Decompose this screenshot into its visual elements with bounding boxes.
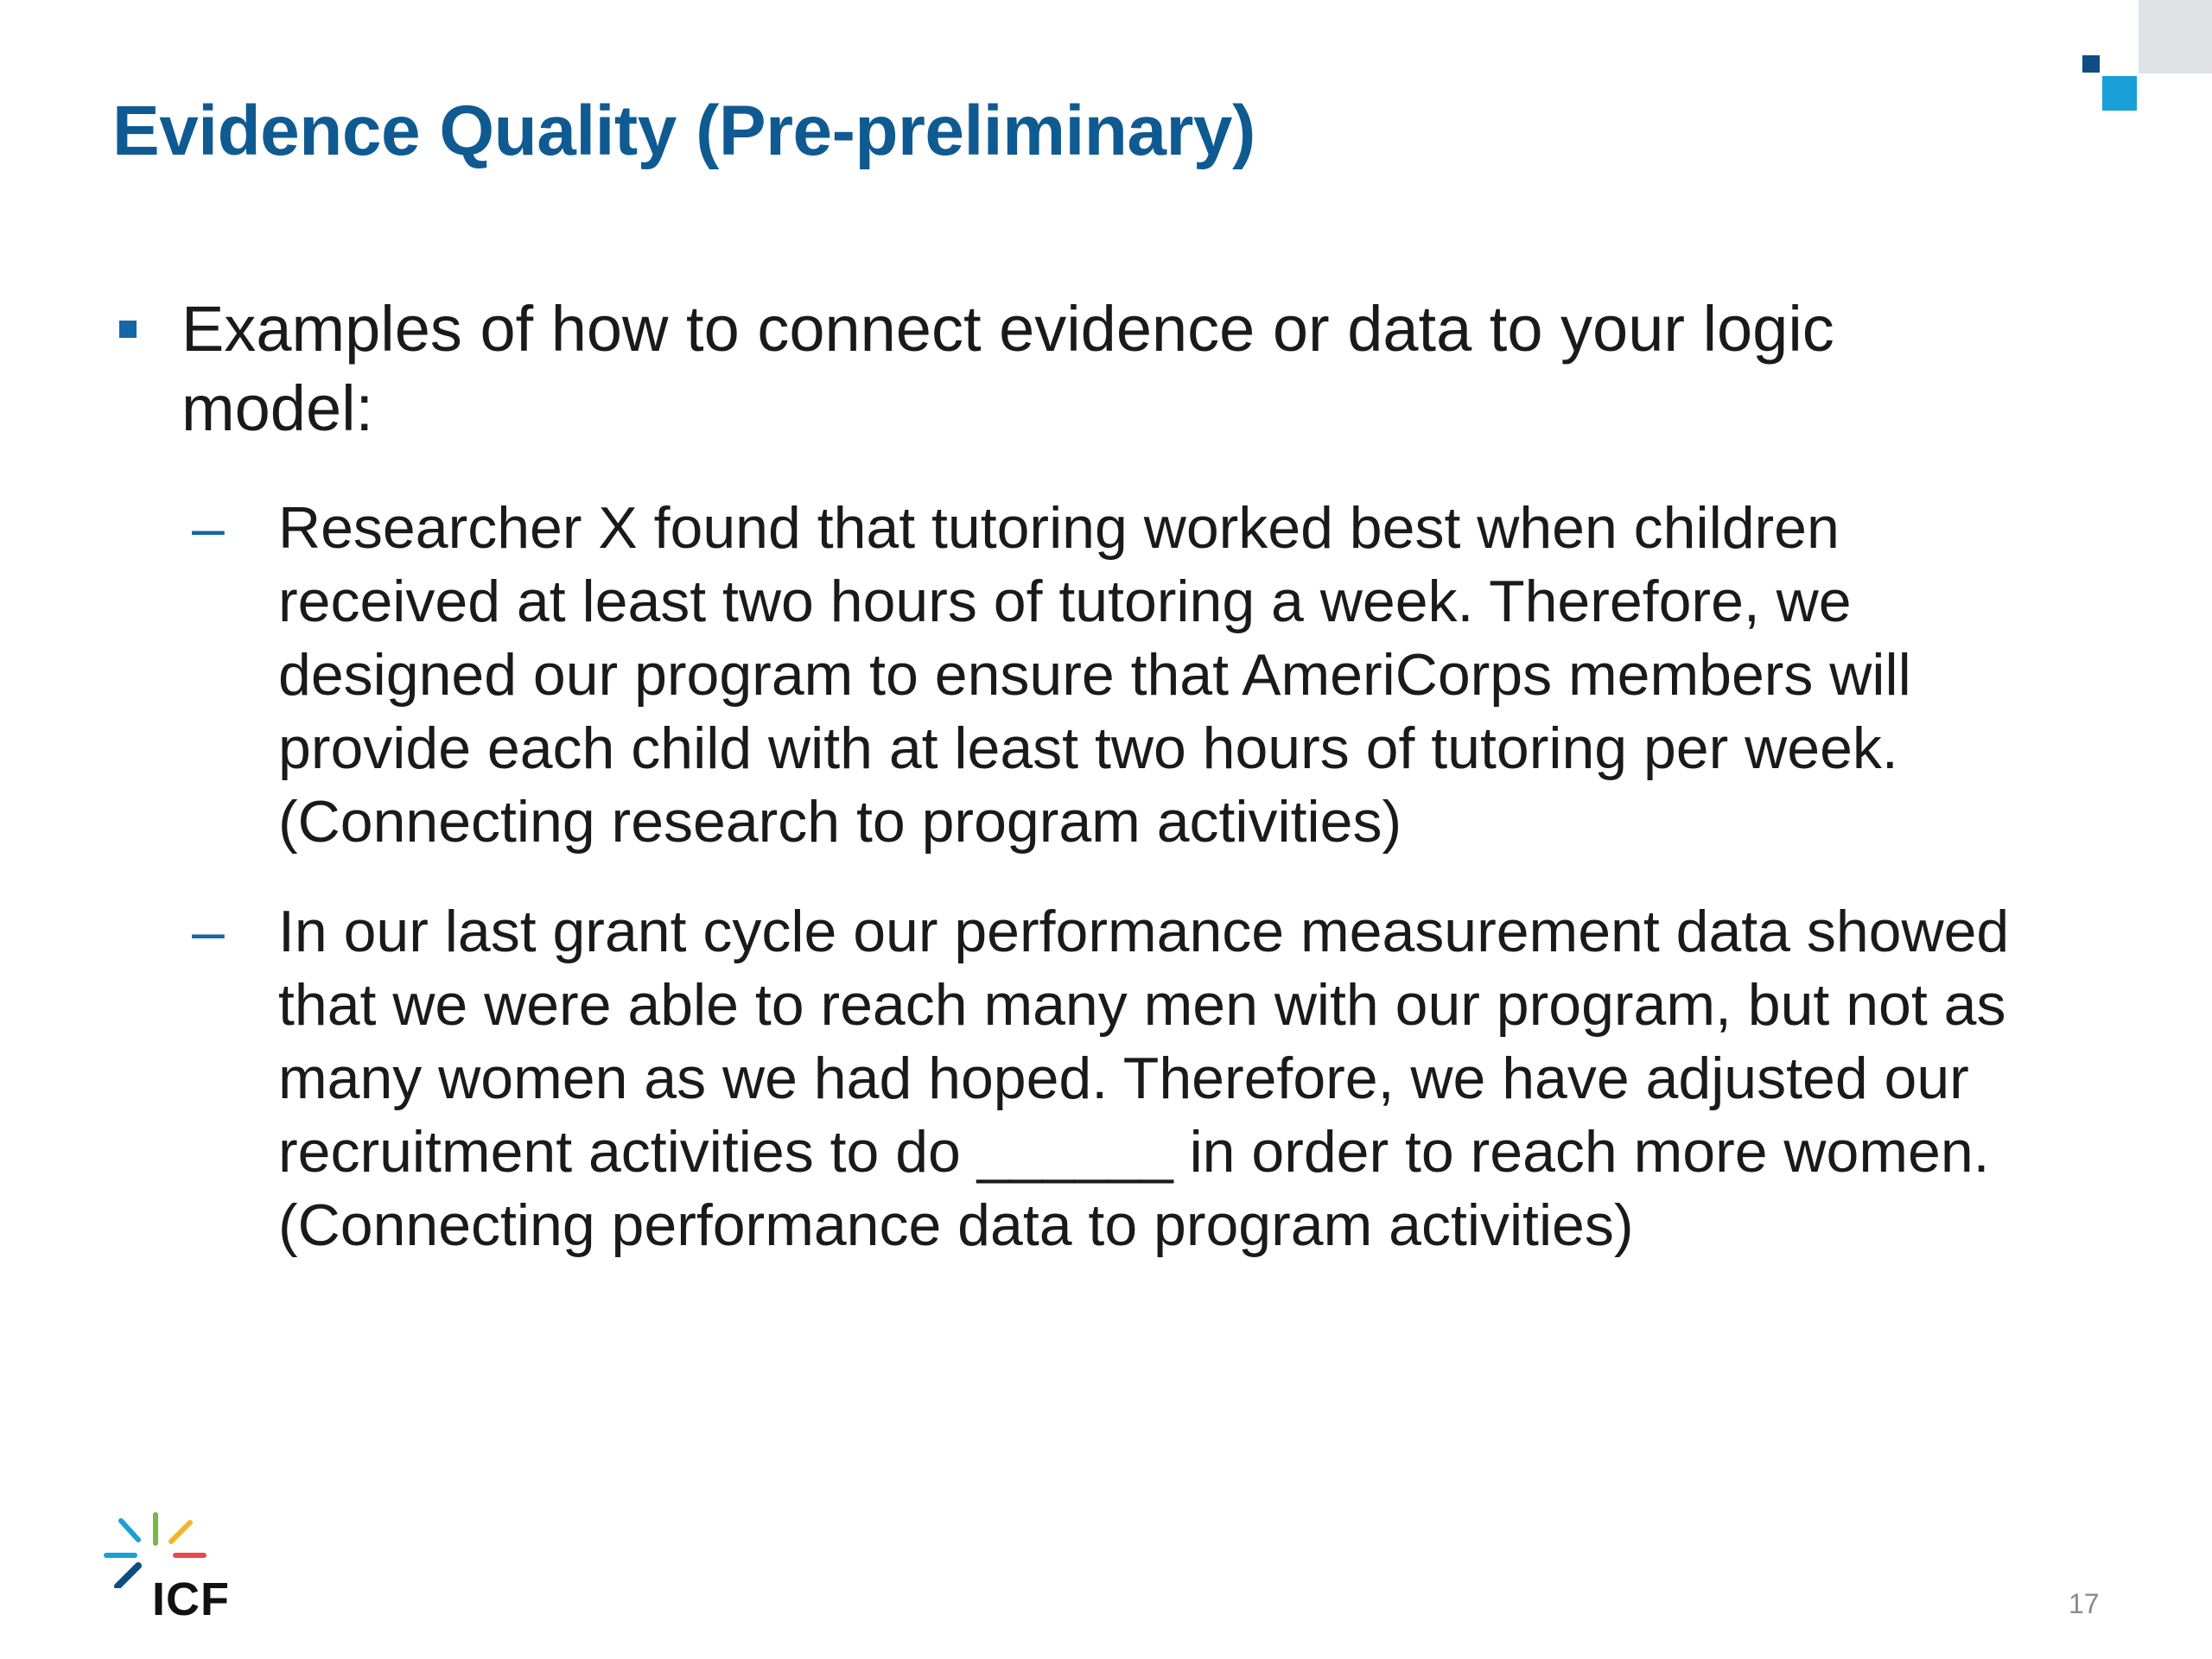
slide-title: Evidence Quality (Pre-preliminary) bbox=[112, 92, 1255, 170]
corner-square-grey bbox=[2139, 0, 2212, 73]
sub-bullet-line: (Connecting performance data to program activities) bbox=[278, 1192, 1634, 1258]
bullet-text: Examples of how to connect evidence or data to your logic model: bbox=[181, 293, 1834, 444]
slide-body bbox=[112, 289, 2100, 1262]
corner-square-blue bbox=[2102, 76, 2137, 111]
sub-bullet-line: that we were able to reach many men with our program, but not as bbox=[278, 972, 2006, 1038]
icf-logo bbox=[102, 1510, 257, 1623]
sub-bullet-item bbox=[112, 895, 2205, 1262]
sub-bullet-line: Researcher X found that tutoring worked best when children bbox=[278, 495, 1840, 561]
square-bullet-icon bbox=[119, 321, 137, 338]
sub-bullet-line: recruitment activities to do ______ in order to reach more women. bbox=[278, 1119, 1990, 1185]
dash-bullet-icon: – bbox=[192, 495, 225, 561]
sub-bullet-line: many women as we had hoped. Therefore, we have adjusted our bbox=[278, 1046, 1969, 1111]
sub-bullet-line: In our last grant cycle our performance measurement data showed bbox=[278, 899, 2010, 964]
dash-bullet-icon: – bbox=[192, 899, 225, 964]
corner-square-navy bbox=[2082, 55, 2100, 73]
logo-text: ICF bbox=[152, 1573, 230, 1625]
bullet-item bbox=[112, 289, 2039, 448]
sub-bullet-item bbox=[112, 492, 2205, 859]
sub-bullet-line: provide each child with at least two hours of tutoring per week. bbox=[278, 715, 1898, 781]
page-number: 17 bbox=[2069, 1588, 2100, 1619]
sub-bullet-line: designed our program to ensure that AmeriCorps members will bbox=[278, 642, 1911, 708]
sub-bullet-line: received at least two hours of tutoring a week. Therefore, we bbox=[278, 569, 1852, 634]
sub-bullet-line: (Connecting research to program activities) bbox=[278, 789, 1402, 855]
